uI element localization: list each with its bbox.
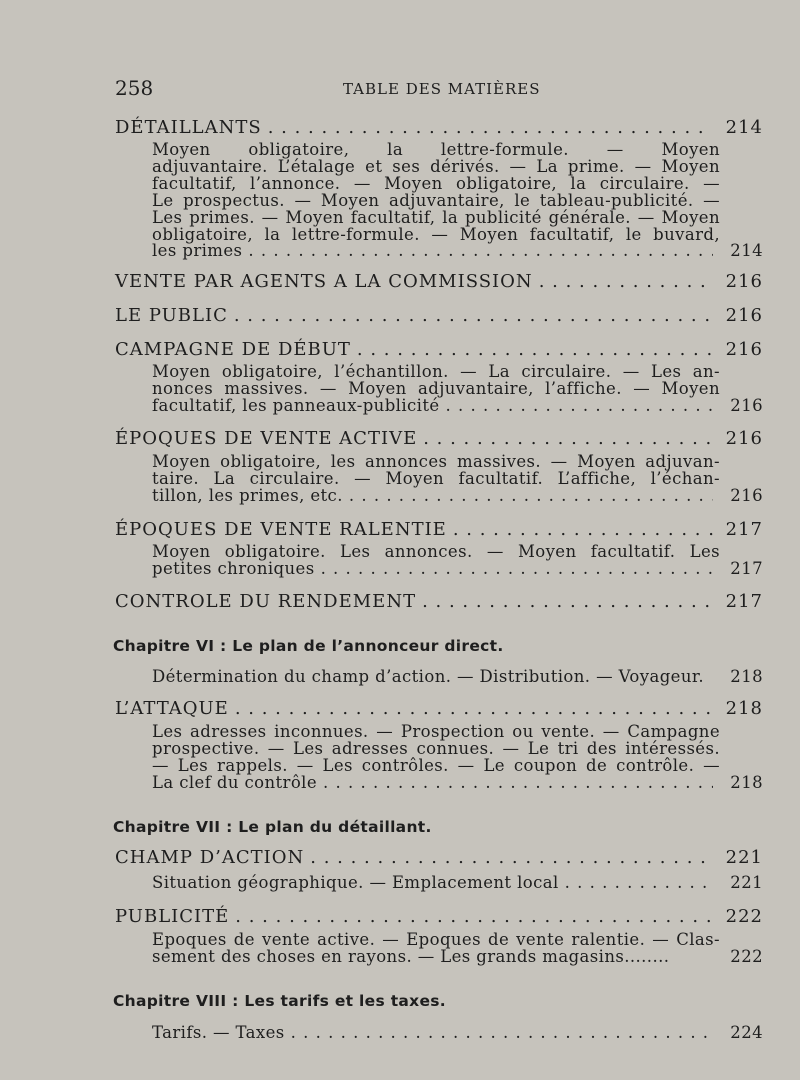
desc-line: prospective. — Les adresses connues. — Le tri des intéressés. [152, 739, 720, 758]
dot-leader [321, 559, 713, 578]
toc-subentry-last[interactable] [152, 241, 763, 260]
desc-last-line: petites chroniques [152, 559, 315, 578]
entry-page: 216 [730, 486, 763, 505]
dot-leader [291, 1023, 713, 1042]
desc-line: Moyen obligatoire. Les annonces. — Moyen facultatif. Les [152, 542, 720, 561]
dot-leader [323, 773, 713, 792]
entry-title: DÉTAILLANTS [115, 117, 262, 138]
desc-line: Moyen obligatoire, l’échantillon. — La circulaire. — Les an- [152, 362, 720, 381]
page-number: 258 [115, 76, 154, 100]
toc-entry-vente-agents[interactable] [115, 271, 763, 292]
entry-text: Détermination du champ d’action. — Distribution. — Voyageur. [152, 667, 704, 686]
desc-line: taire. La circulaire. — Moyen facultatif. L’affiche, l’échan- [152, 469, 720, 488]
toc-entry-epoques-ralentie[interactable] [115, 519, 763, 540]
desc-last-line: sement des choses en rayons. — Les grands magasins........ [152, 947, 670, 966]
toc-subentry-last[interactable] [152, 773, 763, 792]
entry-page: 217 [730, 559, 763, 578]
entry-title: ÉPOQUES DE VENTE ACTIVE [115, 428, 418, 449]
dot-leader [565, 873, 713, 892]
toc-subentry-last[interactable] [152, 947, 763, 966]
entry-description [152, 543, 720, 560]
dot-leader [357, 339, 713, 360]
dot-leader [234, 305, 713, 326]
dot-leader [453, 519, 713, 540]
desc-last-line: La clef du contrôle [152, 773, 318, 792]
toc-entry-attaque[interactable] [115, 698, 763, 719]
desc-line: Moyen obligatoire, les annonces massives. — Moyen adjuvan- [152, 452, 720, 471]
desc-line: obligatoire, la lettre-formule. — Moyen facultatif, le buvard, [152, 225, 720, 244]
entry-page: 214 [730, 241, 763, 260]
entry-description [152, 723, 720, 774]
dot-leader [349, 486, 713, 505]
running-header [115, 76, 765, 100]
entry-page: 214 [725, 117, 763, 138]
entry-title: ÉPOQUES DE VENTE RALENTIE [115, 519, 447, 540]
desc-line: Les primes. — Moyen facultatif, la publicité générale. — Moyen [152, 208, 720, 227]
toc-entry-situation[interactable] [152, 873, 763, 892]
dot-leader [310, 847, 713, 868]
dot-leader [422, 591, 713, 612]
chapter-heading-viii[interactable]: Chapitre VIII : Les tarifs et les taxes. [113, 992, 446, 1010]
chapter-heading-vii[interactable]: Chapitre VII : Le plan du détaillant. [113, 818, 432, 836]
toc-entry-publicite[interactable] [115, 906, 763, 927]
entry-text: Tarifs. — Taxes [152, 1023, 285, 1042]
entry-page: 216 [725, 428, 763, 449]
entry-page: 216 [725, 305, 763, 326]
dot-leader [235, 906, 713, 927]
dot-leader [268, 117, 713, 138]
chapter-heading-vi[interactable]: Chapitre VI : Le plan de l’annonceur direct. [113, 637, 504, 655]
entry-page: 217 [725, 591, 763, 612]
toc-entry-champ[interactable] [115, 847, 763, 868]
entry-page: 222 [730, 947, 763, 966]
desc-last-line: facultatif, les panneaux-publicité [152, 396, 440, 415]
entry-page: 224 [730, 1023, 763, 1042]
entry-text: Situation géographique. — Emplacement local [152, 873, 559, 892]
entry-page: 221 [730, 873, 763, 892]
entry-title: CHAMP D’ACTION [115, 847, 305, 868]
entry-title: VENTE PAR AGENTS A LA COMMISSION [115, 271, 533, 292]
desc-line: nonces massives. — Moyen adjuvantaire, l’affiche. — Moyen [152, 379, 720, 398]
entry-page: 216 [730, 396, 763, 415]
entry-page: 221 [725, 847, 763, 868]
dot-leader [423, 428, 713, 449]
entry-title: CONTROLE DU RENDEMENT [115, 591, 417, 612]
toc-subentry-last[interactable] [152, 486, 763, 505]
desc-line: Le prospectus. — Moyen adjuvantaire, le tableau-publicité. — [152, 191, 720, 210]
entry-title: CAMPAGNE DE DÉBUT [115, 339, 351, 360]
toc-subentry-last[interactable] [152, 396, 763, 415]
desc-line: — Les rappels. — Les contrôles. — Le coupon de contrôle. — [152, 756, 720, 775]
entry-page: 216 [725, 271, 763, 292]
entry-title: L’ATTAQUE [115, 698, 229, 719]
desc-line: Epoques de vente active. — Epoques de vente ralentie. — Clas- [152, 930, 720, 949]
toc-entry-campagne[interactable] [115, 339, 763, 360]
entry-page: 217 [725, 519, 763, 540]
desc-last-line: les primes [152, 241, 243, 260]
toc-entry-controle[interactable] [115, 591, 763, 612]
desc-last-line: tillon, les primes, etc. [152, 486, 343, 505]
entry-page: 218 [730, 667, 763, 686]
toc-entry-determination[interactable] [152, 667, 763, 686]
toc-entry-le-public[interactable] [115, 305, 763, 326]
entry-page: 216 [725, 339, 763, 360]
entry-description [152, 931, 720, 948]
entry-page: 218 [730, 773, 763, 792]
dot-leader [235, 698, 713, 719]
entry-description [152, 141, 720, 243]
running-title: TABLE DES MATIÈRES [343, 80, 541, 98]
toc-entry-epoques-active[interactable] [115, 428, 763, 449]
entry-description [152, 363, 720, 397]
toc-entry-tarifs[interactable] [152, 1023, 763, 1042]
entry-title: PUBLICITÉ [115, 906, 230, 927]
entry-page: 218 [725, 698, 763, 719]
dot-leader [446, 396, 713, 415]
entry-description [152, 453, 720, 487]
toc-entry-detaillants[interactable] [115, 117, 763, 138]
desc-line: adjuvantaire. L’étalage et ses dérivés. — La prime. — Moyen [152, 157, 720, 176]
desc-line: Moyen obligatoire, la lettre-formule. — Moyen [152, 140, 720, 159]
toc-subentry-last[interactable] [152, 559, 763, 578]
desc-line: Les adresses inconnues. — Prospection ou vente. — Campagne [152, 722, 720, 741]
entry-page: 222 [725, 906, 763, 927]
entry-title: LE PUBLIC [115, 305, 228, 326]
dot-leader [539, 271, 713, 292]
dot-leader [248, 241, 713, 260]
desc-line: facultatif, l’annonce. — Moyen obligatoire, la circulaire. — [152, 174, 720, 193]
